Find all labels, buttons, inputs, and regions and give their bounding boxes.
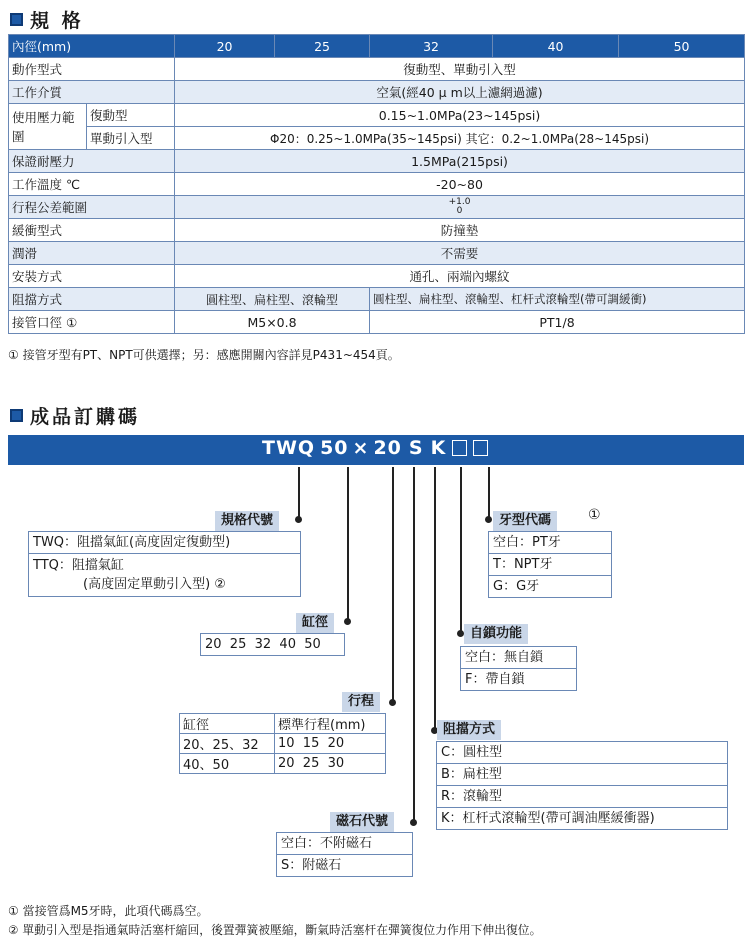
magnet-label: 磁石代號	[330, 812, 394, 832]
connector-spec	[298, 467, 300, 520]
spec-row-mount	[9, 265, 745, 288]
stroke-cell: 20、25、32	[180, 734, 275, 754]
block-item: K：杠杆式滾輪型(帶可調油壓緩衝器)	[441, 811, 655, 826]
spec-row-pressure-single	[9, 127, 745, 150]
row-value-small: M5×0.8	[175, 311, 370, 334]
order-note-2: ② 單動引入型是指通氣時活塞杆縮回，後置彈簧被壓縮，斷氣時活塞杆在彈簧復位力作用下伸出復位。	[8, 923, 542, 937]
code-prefix: TWQ	[262, 437, 316, 459]
spec-row-cushion	[9, 219, 745, 242]
row-label: 動作型式	[9, 58, 175, 81]
thread-item: 空白：PT牙	[489, 532, 611, 554]
spec-note: ① 接管牙型有PT、NPT可供選擇；另：感應開關內容詳見P431~454頁。	[8, 348, 400, 362]
spec-row-medium	[9, 81, 745, 104]
thread-note-mark: ①	[588, 507, 601, 523]
lock-label: 自鎖功能	[464, 624, 528, 644]
spec-code-item: TTQ：阻擋氣缸	[33, 558, 124, 573]
connector-dot	[295, 516, 302, 523]
magnet-item: 空白：不附磁石	[277, 833, 412, 855]
tolerance-lower: 0	[456, 206, 463, 216]
bore-box	[200, 633, 345, 656]
connector-dot	[389, 699, 396, 706]
connector-dot	[410, 819, 417, 826]
stroke-cell: 10 15 20	[275, 734, 386, 754]
bore-32: 32	[370, 35, 493, 58]
connector-bore	[347, 467, 349, 622]
row-label: 接管口徑 ①	[9, 311, 175, 334]
code-stroke: 20	[373, 437, 402, 459]
spec-code-item: (高度固定單動引入型) ②	[83, 577, 226, 592]
row-sub-label: 復動型	[87, 104, 175, 127]
block-label: 阻擋方式	[437, 720, 501, 740]
connector-magnet	[413, 467, 415, 823]
bore-20: 20	[175, 35, 275, 58]
spec-code-item-multi	[29, 554, 300, 596]
row-label: 工作溫度 ℃	[9, 173, 175, 196]
stroke-header-row	[180, 714, 386, 734]
block-box	[436, 741, 728, 830]
row-value: 空氣(經40 μ m以上濾網過濾)	[175, 81, 745, 104]
square-bullet-icon	[10, 13, 23, 26]
order-title-text: 成品訂購碼	[30, 406, 141, 428]
magnet-box	[276, 832, 413, 877]
stroke-header: 標準行程(mm)	[275, 714, 386, 734]
bore-values: 20 25 32 40 50	[205, 637, 321, 652]
bore-50: 50	[619, 35, 745, 58]
spec-row-lube	[9, 242, 745, 265]
thread-item: G：G牙	[493, 579, 540, 594]
stroke-table	[179, 713, 386, 774]
spec-code-label: 規格代號	[215, 511, 279, 531]
row-label: 保證耐壓力	[9, 150, 175, 173]
code-thread-box	[473, 440, 488, 456]
connector-block	[434, 467, 436, 731]
order-note-1: ① 當接管爲M5牙時，此項代碼爲空。	[8, 904, 209, 918]
connector-dot	[485, 516, 492, 523]
spec-row-pressure-double	[9, 104, 745, 127]
stroke-row	[180, 754, 386, 774]
magnet-item: S：附磁石	[281, 858, 342, 873]
row-sub-label: 單動引入型	[87, 127, 175, 150]
row-value-large: 圓柱型、扁柱型、滾輪型、杠杆式滾輪型(帶可調緩衝)	[370, 288, 745, 311]
stroke-header: 缸徑	[180, 714, 275, 734]
row-value: 防撞墊	[175, 219, 745, 242]
code-magnet: S	[408, 437, 424, 459]
thread-box	[488, 531, 612, 598]
row-label: 緩衝型式	[9, 219, 175, 242]
lock-box	[460, 646, 577, 691]
block-item: R：滾輪型	[437, 786, 727, 808]
lock-item: F：帶自鎖	[465, 672, 525, 687]
row-label: 潤滑	[9, 242, 175, 265]
spec-header-row	[9, 35, 745, 58]
code-lock-box	[452, 440, 467, 456]
stroke-row	[180, 734, 386, 754]
tolerance-upper: +1.0	[448, 197, 471, 207]
spec-row-port	[9, 311, 745, 334]
stroke-cell: 20 25 30	[275, 754, 386, 774]
row-value: 不需要	[175, 242, 745, 265]
code-block: K	[430, 437, 447, 459]
spec-row-block	[9, 288, 745, 311]
stroke-cell: 40、50	[180, 754, 275, 774]
connector-thread	[488, 467, 490, 520]
row-label: 行程公差範圍	[9, 196, 175, 219]
row-label: 阻擋方式	[9, 288, 175, 311]
spec-title-text: 規 格	[30, 10, 84, 32]
spec-code-box	[28, 531, 301, 597]
row-value-small: 圓柱型、扁柱型、滾輪型	[175, 288, 370, 311]
lock-item: 空白：無自鎖	[461, 647, 576, 669]
row-value: 0.15~1.0MPa(23~145psi)	[175, 104, 745, 127]
row-label: 安裝方式	[9, 265, 175, 288]
spec-section-title	[10, 6, 84, 33]
spec-row-action	[9, 58, 745, 81]
row-group-label: 使用壓力範圍	[9, 104, 87, 150]
row-value-large: PT1/8	[370, 311, 745, 334]
row-value: 1.5MPa(215psi)	[175, 150, 745, 173]
bore-40: 40	[493, 35, 619, 58]
row-value: 復動型、單動引入型	[175, 58, 745, 81]
order-section-title	[10, 402, 140, 429]
block-item: B：扁柱型	[437, 764, 727, 786]
connector-lock	[460, 467, 462, 634]
thread-item: T：NPT牙	[489, 554, 611, 576]
bore-25: 25	[275, 35, 370, 58]
connector-dot	[457, 630, 464, 637]
spec-code-item: TWQ：阻擋氣缸(高度固定復動型)	[29, 532, 300, 554]
spec-row-proof	[9, 150, 745, 173]
row-value: Φ20：0.25~1.0MPa(35~145psi) 其它：0.2~1.0MPa(28~145psi)	[175, 127, 745, 150]
connector-stroke	[392, 467, 394, 703]
block-item: C：圓柱型	[437, 742, 727, 764]
thread-label: 牙型代碼	[493, 511, 557, 531]
bore-header-label: 內徑(mm)	[9, 35, 175, 58]
bore-label: 缸徑	[296, 613, 334, 633]
row-value: -20~80	[175, 173, 745, 196]
row-label: 工作介質	[9, 81, 175, 104]
spec-table	[8, 34, 745, 334]
code-x: ×	[352, 437, 370, 459]
spec-row-temp	[9, 173, 745, 196]
code-bore: 50	[320, 437, 349, 459]
order-code	[262, 437, 488, 459]
row-value	[175, 196, 745, 219]
spec-row-tolerance	[9, 196, 745, 219]
row-value: 通孔、兩端內螺紋	[175, 265, 745, 288]
square-bullet-icon	[10, 409, 23, 422]
stroke-label: 行程	[342, 692, 380, 712]
connector-dot	[344, 618, 351, 625]
